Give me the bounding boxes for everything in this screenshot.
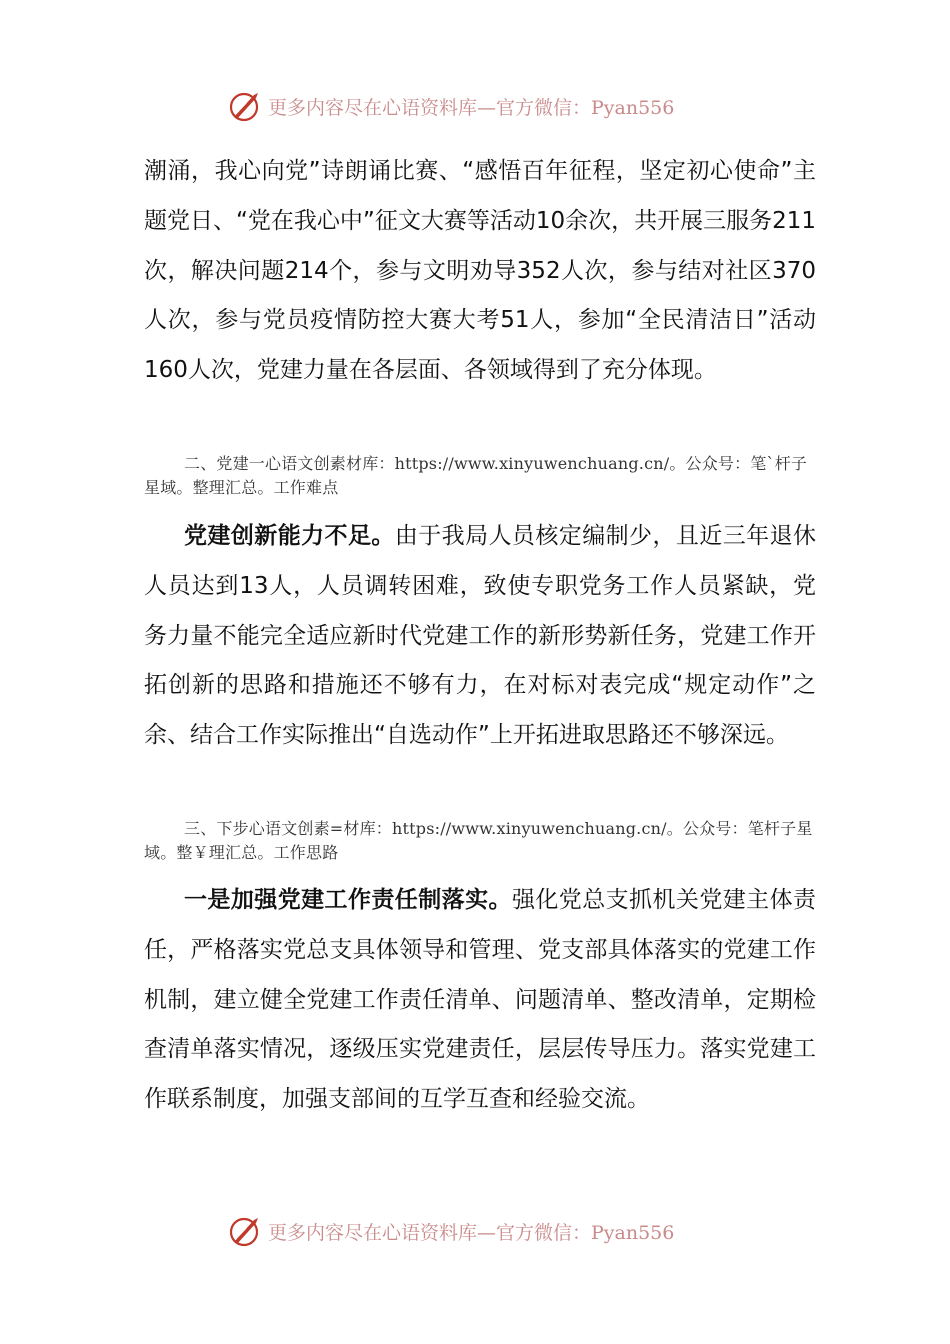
paragraph-next-step (144, 876, 816, 1125)
banner-text: 更多内容尽在心语资料库—官方微信：Pyan556 (268, 96, 675, 119)
section-heading-next-steps (144, 817, 816, 865)
footer-watermark-banner (228, 1213, 728, 1249)
paragraph-difficulty-text: 由于我局人员核定编制少，且近三年退休人员达到13人，人员调转困难，致使专职党务工作人员紧缺，党务力量不能完全适应新时代党建工作的新形势新任务，党建工作开拓创新的思路和措施还不够有力，在对标对表完成“规定动作”之余、结合工作实际推出“自选动作”上开拓进取思路还不够深远。 (144, 523, 817, 749)
paragraph-next-step-text: 强化党总支抓机关党建主体责任，严格落实党总支具体领导和管理、党支部具体落实的党建工作机制，建立健全党建工作责任清单、问题清单、整改清单，定期检查清单落实情况，逐级压实党建责任，层层传导压力。落实党建工作联系制度，加强支部间的互学互查和经验交流。 (144, 887, 817, 1113)
paragraph-difficulty (144, 512, 816, 761)
section-heading-difficulties (144, 452, 816, 500)
banner-text: 更多内容尽在心语资料库—官方微信：Pyan556 (268, 1221, 675, 1244)
section-note-2: 二、党建一心语文创素材库：https://www.xinyuwenchuang.cn/。公众号：笔`杆子星域。整理汇总。工作难点 (144, 454, 808, 497)
header-watermark-banner (228, 88, 728, 124)
paragraph-next-step-block (144, 876, 816, 1125)
quill-pen-logo-icon (228, 89, 262, 123)
quill-pen-logo-icon (228, 1214, 262, 1248)
section-note-3: 三、下步心语文创素=材库：https://www.xinyuwenchuang.cn/。公众号：笔杆子星域。整￥理汇总。工作思路 (144, 819, 813, 862)
paragraph-difficulty-block (144, 512, 816, 761)
paragraph-difficulty-lead: 党建创新能力不足。 (184, 523, 395, 549)
paragraph-achievements: 潮涌，我心向党”诗朗诵比赛、“感悟百年征程，坚定初心使命”主题党日、“党在我心中”征文大赛等活动10余次，共开展三服务211次，解决问题214个，参与文明劝导352人次，参与结对社区370人次，参与党员疫情防控大赛大考51人，参加“全民清洁日”活动160人次，党建力量在各层面、各领域得到了充分体现。 (144, 158, 816, 384)
paragraph-next-step-lead: 一是加强党建工作责任制落实。 (184, 887, 512, 913)
page-body (144, 147, 816, 396)
